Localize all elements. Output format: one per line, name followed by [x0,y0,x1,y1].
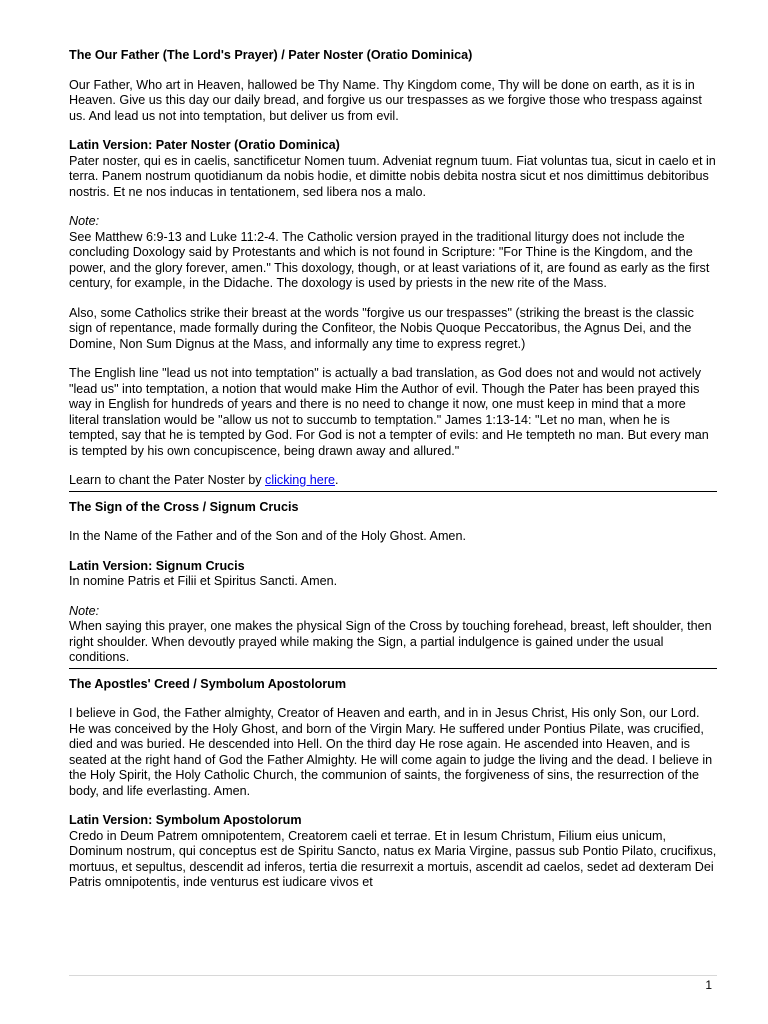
latin-heading: Latin Version: Signum Crucis [69,558,245,573]
section-title: The Sign of the Cross / Signum Crucis [69,499,299,514]
english-text: I believe in God, the Father almighty, Creator of Heaven and earth, and in in Jesus Christ, His only Son, our Lord. He was conceived by the Holy Ghost, and born of the Virgin Mary. He suffered under Pontius Pilate, was crucified, died and was buried. He descended into Hell. On the third day He rose again. He ascended into Heaven, and is seated at the right hand of God the Father Almighty. He will come again to judge the living and the dead. I believe in the Holy Spirit, the Holy Catholic Church, the communion of saints, the forgiveness of sins, the resurrection of the body, and life everlasting. Amen. [69,706,713,798]
chant-link-prefix: Learn to chant the Pater Noster by [69,473,266,487]
document-body [69,48,717,893]
section-sign-of-the-cross [69,500,717,669]
english-text: Our Father, Who art in Heaven, hallowed be Thy Name. Thy Kingdom come, Thy will be done on earth, as it is in Heaven. Give us this day our daily bread, and forgive us our trespasses as we forgive those who trespass against us. And lead us not into temptation, but deliver us from evil. [69,77,702,123]
latin-text: Pater noster, qui es in caelis, sanctificetur Nomen tuum. Adveniat regnum tuum. Fiat voluntas tua, sicut in caelo et in terra. Panem nostrum quotidianum da nobis hodie, et dimitte nobis debita nostra sicut et nos dimittimus debitoribus nostris. Et ne nos inducas in tentationem, sed libera nos a malo. [69,153,716,199]
section-apostles-creed [69,677,717,893]
footer-divider [69,975,717,976]
paragraph-breast-strike: Also, some Catholics strike their breast at the words "forgive us our trespasses" (striking the breast is the classic sign of repentance, made formally during the Confiteor, the Nobis Quoque Peccatoribus, the Agnus Dei, and the Domine, Non Sum Dignus at the Mass, and informally any time to express regret.) [69,305,694,351]
note-text: See Matthew 6:9-13 and Luke 11:2-4. The Catholic version prayed in the traditional liturgy does not include the concluding Doxology said by Protestants and which is not found in Scripture: "For Thine is the Kingdom, and the power, and the glory forever, amen." This doxology, though, or at least variations of it, are found as early as the first century, for example, in the Didache. The doxology is used by priests in the new rite of the Mass. [69,229,710,290]
latin-version [69,813,717,891]
latin-version [69,138,717,200]
latin-version [69,559,717,590]
english-text: In the Name of the Father and of the Son and of the Holy Ghost. Amen. [69,529,466,543]
section-title: The Our Father (The Lord's Prayer) / Pater Noster (Oratio Dominica) [69,48,473,62]
latin-heading: Latin Version: Pater Noster (Oratio Dominica) [69,138,340,152]
section-our-father [69,48,717,492]
clicking-here-link[interactable]: clicking here [265,473,336,487]
latin-heading: Latin Version: Symbolum Apostolorum [69,813,302,827]
note-label: Note: [69,603,100,618]
latin-text: In nomine Patris et Filii et Spiritus Sancti. Amen. [69,574,338,588]
chant-link-line [69,473,717,489]
latin-text: Credo in Deum Patrem omnipotentem, Creatorem caeli et terrae. Et in Iesum Christum, Filium eius unicum, Dominum nostrum, qui conceptus est de Spiritu Sancto, natus ex Maria Virgine, passus sub Pontio Pilato, crucifixus, mortuus, et sepultus, descendit ad inferos, tertia die resurrexit a mortuis, ascendit ad caelos, sedet ad dexteram Dei Patris omnipotentis, inde venturus est iudicare vivos et [69,828,717,889]
note [69,214,717,292]
paragraph-translation: The English line "lead us not into temptation" is actually a bad translation, as God does not and would not actively "lead us" into temptation, a notion that would make Him the Author of evil. Though the Pater has been prayed this way in English for hundreds of years and there is no need to change it now, one must keep in mind that a more literal translation would be "allow us not to succumb to temptation." James 1:13-14: "Let no man, when he is tempted, say that he is tempted by God. For God is not a tempter of evils: and He tempteth no man. But every man is tempted by his own concupiscence, being drawn away and allured." [69,366,709,458]
section-title: The Apostles' Creed / Symbolum Apostolorum [69,676,347,691]
note [69,604,717,666]
note-text: When saying this prayer, one makes the physical Sign of the Cross by touching forehead, breast, left shoulder, then right shoulder. When devoutly prayed while making the Sign, a partial indulgence is gained under the usual conditions. [69,619,712,664]
chant-link-suffix: . [335,473,339,487]
note-label: Note: [69,214,100,228]
page-number: 1 [705,978,712,992]
